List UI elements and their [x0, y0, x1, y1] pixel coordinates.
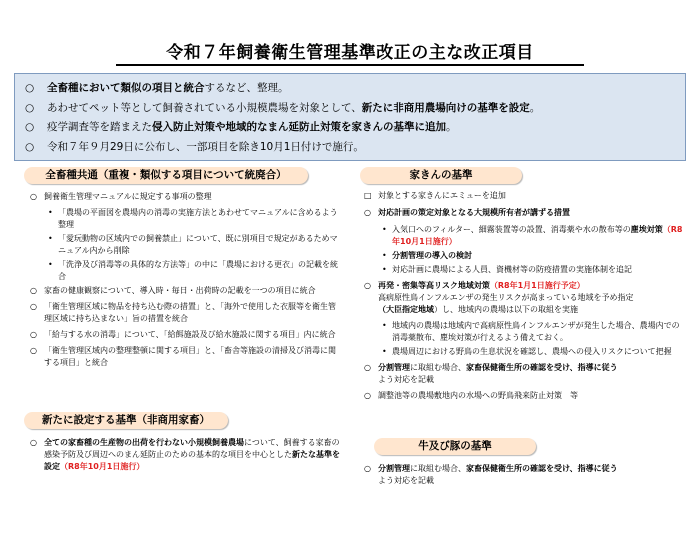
sub-item-bold: 塵埃対策 [630, 225, 663, 234]
dot-bullet: • [48, 234, 53, 243]
square-bullet: □ [364, 191, 372, 200]
summary-plain: するなど、整理。 [204, 82, 289, 94]
cattle-pig-list [364, 463, 686, 491]
circle-bullet: ○ [25, 82, 35, 94]
summary-plain: 。 [446, 121, 457, 133]
summary-plain: 令和７年９月29日に公布し、一部項目を除き10月1日付けで施行。 [47, 140, 364, 153]
summary-row [25, 79, 675, 99]
sub-item-text: 「愛玩動物の区域内での飼養禁止」について、既に別項目で規定があるためマニュアル内から削除 [58, 234, 338, 255]
circle-bullet: ○ [30, 286, 37, 295]
sub-item [48, 259, 340, 283]
circle-bullet: ○ [30, 192, 37, 201]
summary-plain: 疫学調査等を踏まえた [47, 121, 152, 133]
split-management-text-2: よう対応を記載 [378, 375, 434, 384]
effective-date: （R8年10月1日施行） [392, 225, 683, 246]
circle-bullet: ○ [25, 140, 35, 153]
circle-bullet: ○ [30, 346, 37, 355]
split-management-bold-2: 家畜保健衛生所の確認を受け、指導に従う [466, 363, 618, 372]
sub-item [48, 207, 340, 231]
summary-text [47, 138, 364, 158]
list-item [30, 191, 340, 203]
emu-item: 対象とする家きんにエミューを追加 [378, 191, 506, 200]
split-management-text: に取組む場合、 [410, 363, 466, 372]
dot-bullet: • [382, 225, 387, 234]
item-text: 「衛生管理区域に物品を持ち込む際の措置」と、「海外で使用した衣服等を衛生管理区域に持ち込まない」旨の措置を統合 [44, 302, 336, 323]
sub-item-text: 「洗浄及び消毒等の具体的な方法等」の中に「農場における更衣」の記載を統合 [58, 260, 338, 281]
item-text: 「衛生管理区域内の整理整頓に関する項目」と、「畜舎等施設の清掃及び消毒に関する項目」と統合 [44, 346, 336, 367]
summary-text [47, 79, 289, 99]
circle-bullet: ○ [30, 330, 37, 339]
dot-bullet: • [382, 265, 387, 274]
small-farm-text: 全ての家畜種の生産物の出荷を行わない小規模飼養農場 [44, 438, 244, 447]
list-item [30, 285, 340, 297]
minister-designated-area: （大臣指定地域 [378, 305, 434, 314]
sub-item-bold: 分割管理の導入の検討 [392, 251, 472, 260]
list-item [30, 301, 340, 325]
large-owner-item: 対応計画の策定対象となる大規模所有者が講ずる措置 [378, 208, 570, 217]
circle-bullet: ○ [364, 281, 371, 290]
split-management-bold: 分割管理 [378, 363, 410, 372]
dot-bullet: • [382, 347, 387, 356]
new-standard-item [30, 437, 340, 477]
summary-plain: 。 [529, 101, 541, 114]
summary-row [25, 99, 675, 119]
high-risk-title: 再発・密集等高リスク地域対策 [378, 281, 490, 290]
sub-item-text: 入気口へのフィルター、細霧装置等の設置、消毒薬や水の散布等の [392, 225, 631, 234]
summary-plain: あわせてペット等として飼養されている小規模農場を対象として、 [47, 101, 362, 114]
dot-bullet: • [48, 208, 53, 217]
split-management-text-2: よう対応を記載 [378, 476, 434, 485]
new-standard-bold: 新たな基準を設定 [44, 450, 340, 471]
dot-bullet: • [382, 251, 387, 260]
new-standard-text: について、飼養する家畜の感染予防及び周辺へのまん延防止のための基本的な項目を中心とした [44, 438, 340, 459]
list-item [30, 345, 340, 369]
left-column-list [30, 191, 340, 373]
summary-bold: 全畜種において類似の項目と統合 [47, 82, 205, 94]
split-management-bold: 分割管理 [378, 464, 410, 473]
summary-bold: 侵入防止対策や地域的なまん延防止対策を家きんの基準に追加 [152, 121, 446, 133]
circle-bullet: ○ [364, 464, 371, 473]
circle-bullet: ○ [364, 391, 371, 400]
sub-item [382, 346, 686, 358]
list-item [30, 329, 340, 341]
sub-item [382, 264, 686, 276]
summary-bold: 新たに非商用農場向けの基準を設定 [361, 101, 530, 114]
sub-item [382, 320, 686, 344]
item-text: 家畜の健康観察について、導入時・毎日・出荷時の記載を一つの項目に統合 [44, 286, 316, 295]
high-risk-date: （R8年1月1日施行予定） [489, 281, 585, 290]
summary-text [47, 99, 540, 119]
sub-item [382, 250, 686, 262]
dot-bullet: • [48, 260, 53, 269]
summary-row [25, 118, 675, 138]
summary-box [14, 73, 686, 161]
sub-item-text: 農場周辺における野鳥の生息状況を確認し、農場への侵入リスクについて把握 [392, 347, 672, 356]
item-text: 「給与する水の消毒」について、「給餌施設及び給水施設に関する項目」内に統合 [44, 330, 336, 339]
circle-bullet: ○ [25, 121, 35, 133]
split-management-bold-2: 家畜保健衛生所の確認を受け、指導に従う [466, 464, 618, 473]
circle-bullet: ○ [364, 208, 371, 217]
title-underline [116, 64, 584, 66]
right-column-list [364, 190, 686, 406]
circle-bullet: ○ [30, 438, 37, 447]
split-management-text: に取組む場合、 [410, 464, 466, 473]
item-text: 飼養衛生管理マニュアルに規定する事項の整理 [44, 192, 212, 201]
header-poultry: 家きんの基準 [360, 167, 522, 184]
summary-row [25, 138, 675, 158]
high-risk-text: 高病原性鳥インフルエンザの発生リスクが高まっている地域を予め指定 [378, 293, 634, 302]
sub-item-text: 対応計画に農場による人員、資機材等の防疫措置の実施体制を追記 [392, 265, 632, 274]
page-title: 令和７年飼養衛生管理基準改正の主な改正項目 [166, 43, 534, 63]
sub-item-text: 地域内の農場は地域内で高病原性鳥インフルエンザが発生した場合、農場内での消毒薬散布、塵埃対策が行えるよう備えておく。 [392, 321, 680, 342]
header-non-commercial: 新たに設定する基準（非商用家畜） [24, 412, 228, 429]
circle-bullet: ○ [25, 101, 35, 114]
circle-bullet: ○ [30, 302, 37, 311]
sub-item [382, 224, 686, 248]
sub-item-text: 「農場の平面図を農場内の消毒の実施方法とあわせてマニュアルに含めるよう整理 [58, 208, 338, 229]
high-risk-text-2: ）し、地域内の農場は以下の取組を実施 [434, 305, 578, 314]
summary-text [47, 118, 457, 138]
effective-date: （R8年10月1日施行） [60, 462, 145, 471]
dot-bullet: • [382, 321, 387, 330]
header-cattle-pig: 牛及び豚の基準 [374, 438, 536, 455]
sub-item [48, 233, 340, 257]
circle-bullet: ○ [364, 363, 371, 372]
header-all-species: 全畜種共通（重複・類似する項目について統廃合） [24, 167, 308, 184]
wild-bird-item: 調整池等の農場敷地内の水場への野鳥飛来防止対策 等 [378, 391, 578, 400]
